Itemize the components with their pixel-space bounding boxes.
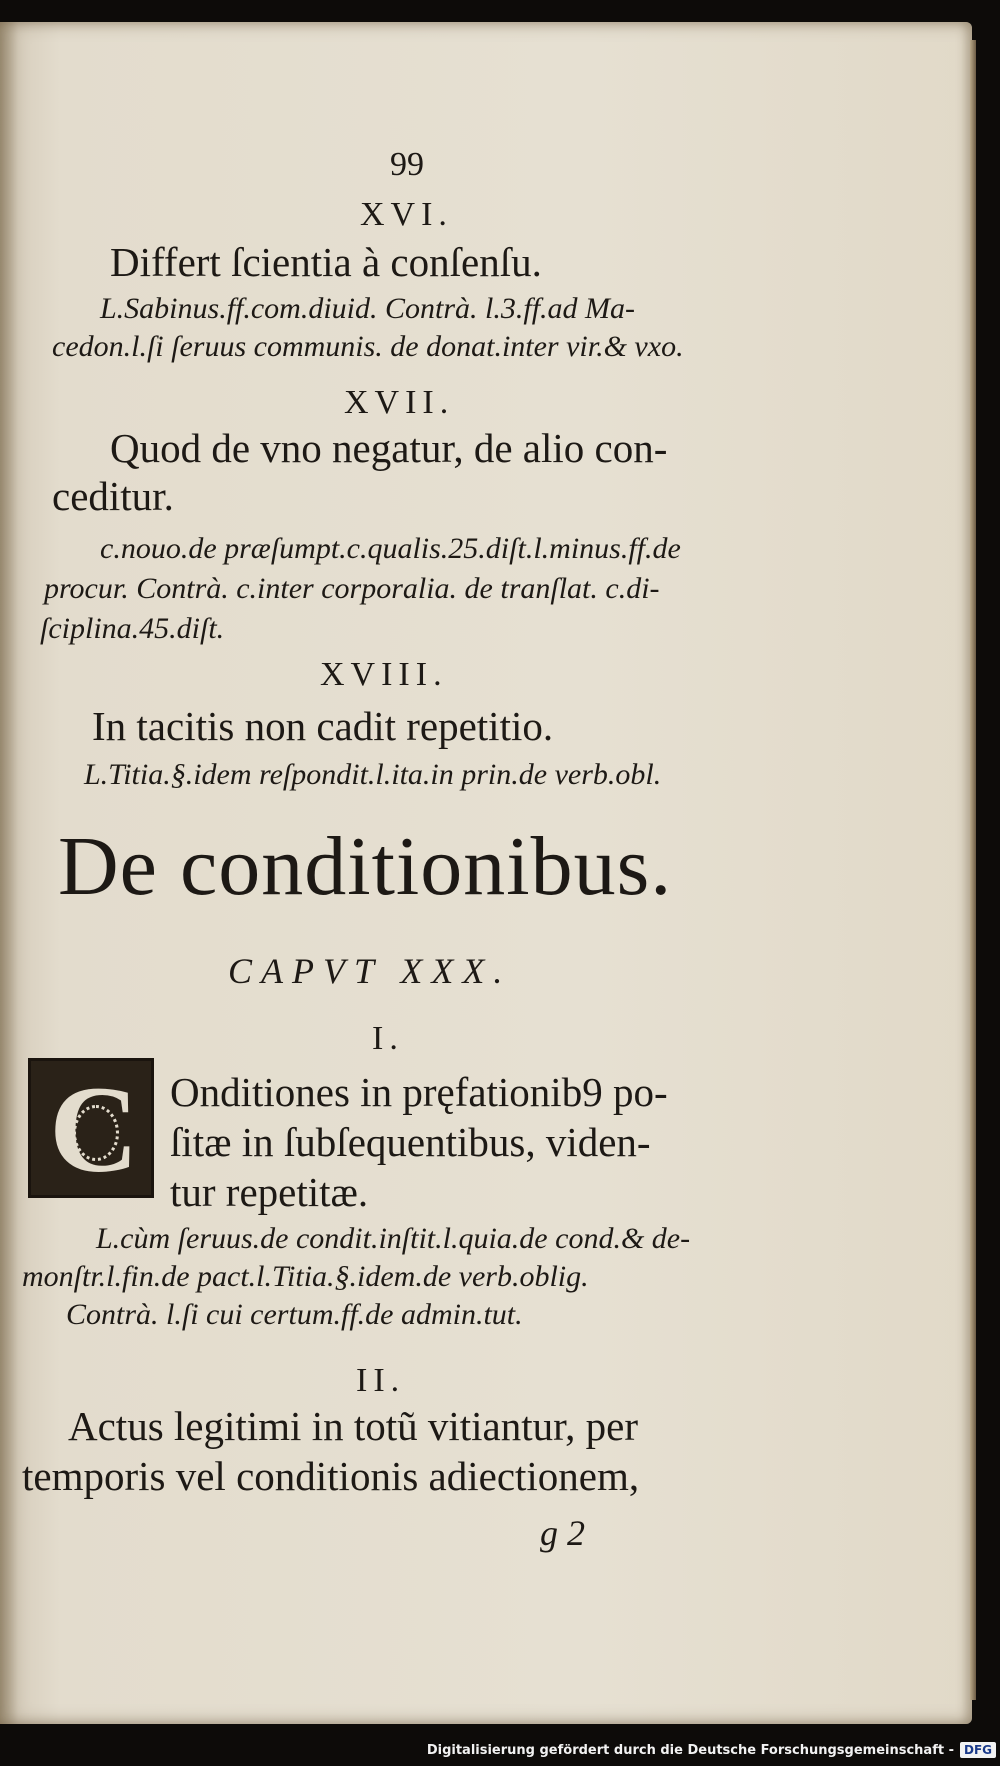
decorated-initial	[28, 1058, 154, 1198]
chapter-title: De conditionibus.	[58, 820, 673, 913]
section-citation: c.nouo.de præſumpt.c.qualis.25.diſt.l.minus.ff.de	[100, 532, 681, 565]
initial-ornament	[73, 1105, 119, 1161]
section-citation: cedon.l.ſi ſeruus communis. de donat.inter vir.& vxo.	[52, 330, 684, 363]
item-citation: L.cùm ſeruus.de condit.inſtit.l.quia.de cond.& de-	[96, 1222, 691, 1255]
section-heading: ceditur.	[52, 473, 174, 519]
initial-letter: C	[49, 1061, 139, 1198]
section-citation: procur. Contrà. c.inter corporalia. de tranſlat. c.di-	[44, 572, 660, 605]
item-heading: temporis vel conditionis adiectionem,	[22, 1453, 640, 1499]
section-citation: L.Sabinus.ff.com.diuid. Contrà. l.3.ff.ad Ma-	[100, 292, 636, 325]
item-heading: Onditiones in pręfationib9 po-	[170, 1069, 668, 1115]
section-numeral: XVII.	[344, 384, 455, 421]
section-heading: Quod de vno negatur, de alio con-	[110, 425, 668, 471]
section-heading: Differt ſcientia à conſenſu.	[110, 239, 542, 285]
footer-credit: Digitalisierung gefördert durch die Deutsche Forschungsgemeinschaft -	[426, 1742, 954, 1758]
page-edge	[970, 40, 976, 1700]
section-numeral: XVIII.	[320, 656, 448, 693]
item-heading: Actus legitimi in totũ vitiantur, per	[68, 1403, 638, 1449]
signature-mark: g 2	[540, 1513, 585, 1553]
item-citation: Contrà. l.ſi cui certum.ff.de admin.tut.	[66, 1298, 523, 1331]
section-citation: ſciplina.45.diſt.	[40, 612, 225, 645]
item-numeral: II.	[356, 1362, 406, 1399]
dfg-logo: DFG	[960, 1742, 996, 1758]
section-heading: In tacitis non cadit repetitio.	[92, 703, 554, 749]
item-numeral: I.	[372, 1020, 404, 1057]
item-heading: ſitæ in ſubſequentibus, viden-	[170, 1119, 651, 1165]
section-numeral: XVI.	[360, 196, 453, 233]
page-number: 99	[390, 146, 424, 183]
item-heading: tur repetitæ.	[170, 1169, 369, 1215]
digitization-footer	[427, 1738, 996, 1762]
item-citation: monſtr.l.fin.de pact.l.Titia.§.idem.de verb.oblig.	[22, 1260, 589, 1293]
section-citation: L.Titia.§.idem reſpondit.l.ita.in prin.de verb.obl.	[84, 758, 662, 791]
caput-heading: CAPVT XXX.	[228, 951, 512, 991]
